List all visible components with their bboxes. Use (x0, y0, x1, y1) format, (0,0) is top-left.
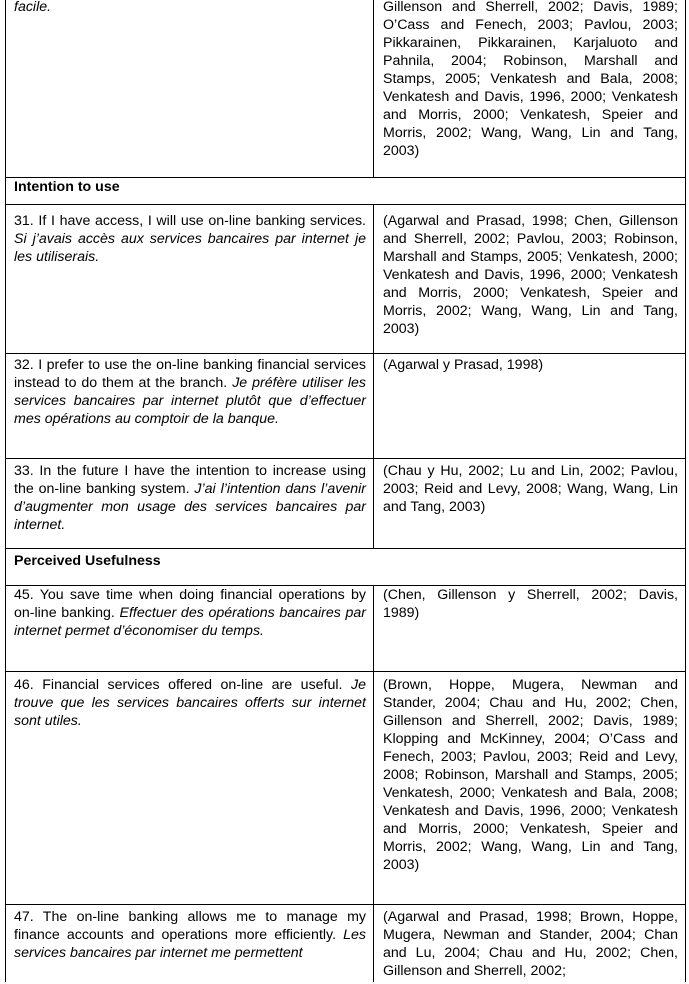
survey-item-33 (14, 462, 366, 534)
section-heading: Perceived Usefulness (14, 553, 161, 569)
references: Gillenson and Sherrell, 2002; Davis, 1989; O’Cass and Fenech, 2003; Pavlou, 2003; Pikkarainen, Pikkarainen, Karjaluoto and Pahnila, 2004; Robinson, Marshall and Stamps, 2005; Venkatesh and Bala, 2008; Venkatesh and Davis, 1996, 2000; Venkatesh and Morris, 2000; Venkatesh, Speier and Morris, 2002; Wang, Wang, Lin and Tang, 2003) (383, 0, 678, 159)
references: (Brown, Hoppe, Mugera, Newman and Stander, 2004; Chau and Hu, 2002; Chen, Gillenson and Sherrell, 2002; Davis, 1989; Klopping and McKinney, 2004; O’Cass and Fenech, 2003; Pavlou, 2003; Reid and Levy, 2008; Robinson, Marshall and Stamps, 2005; Venkatesh, 2000; Venkatesh and Bala, 2008; Venkatesh and Davis, 1996, 2000; Venkatesh and Morris, 2000; Venkatesh, Speier and Morris, 2002; Wang, Wang, Lin and Tang, 2003) (383, 677, 678, 873)
survey-items-table (5, 0, 686, 982)
survey-item-32 (14, 356, 366, 428)
references: (Agarwal y Prasad, 1998) (383, 357, 544, 373)
item-text-fr: Si j’avais accès aux services bancaires par internet je les utiliserais. (14, 231, 366, 265)
row-border (6, 353, 685, 354)
item-text-fr: Je trouve que les services bancaires offerts sur internet sont utiles. (14, 677, 366, 729)
item-text-fr: Les services bancaires par internet me permettent (14, 927, 366, 961)
references: (Agarwal and Prasad, 1998; Chen, Gillenson and Sherrell, 2002; Pavlou, 2003; Robinson, Marshall and Stamps, 2005; Venkatesh, 2000; Venkatesh and Davis, 1996, 2000; Venkatesh and Morris, 2000; Venkatesh, Speier and Morris, 2002; Wang, Wang, Lin and Tang, 2003) (383, 213, 678, 337)
survey-item-31 (14, 212, 366, 266)
survey-item-47 (14, 908, 366, 962)
references: (Chau y Hu, 2002; Lu and Lin, 2002; Pavlou, 2003; Reid and Levy, 2008; Wang, Wang, Lin and Tang, 2003) (383, 463, 678, 515)
row-border (6, 904, 685, 905)
item-text-en: 32. I prefer to use the on-line banking financial services instead to do them at the branch. (14, 357, 366, 391)
item-text-en: 33. In the future I have the intention to increase using the on-line banking system. (14, 463, 366, 497)
section-heading: Intention to use (14, 179, 120, 195)
survey-item-45 (14, 586, 366, 640)
item-text-en: 47. The on-line banking allows me to manage my finance accounts and operations more efficiently. (14, 909, 366, 943)
item-text-fr: J’ai l’intention dans l’avenir d’augmenter mon usage des services bancaires par internet. (14, 481, 366, 533)
row-border (6, 671, 685, 672)
row-border (6, 548, 685, 549)
item-text-en: 45. You save time when doing financial operations by on-line banking. (14, 587, 366, 621)
references: (Agarwal and Prasad, 1998; Brown, Hoppe, Mugera, Newman and Stander, 2004; Chan and Lu, 2004; Chau and Hu, 2002; Chen, Gillenson and Sherrell, 2002; (383, 909, 678, 979)
references: (Chen, Gillenson y Sherrell, 2002; Davis, 1989) (383, 587, 678, 621)
item-text-fr: facile. (14, 0, 52, 15)
column-divider (373, 204, 374, 548)
item-text-en: 46. Financial services offered on-line are useful. (14, 677, 343, 693)
row-border (6, 204, 685, 205)
column-divider (373, 585, 374, 982)
survey-item-46 (14, 676, 366, 730)
row-border (6, 458, 685, 459)
item-text-en: 31. If I have access, I will use on-line banking services. (14, 213, 366, 229)
item-text-fr: Effectuer des opérations bancaires par internet permet d’économiser du temps. (14, 605, 366, 639)
column-divider (373, 0, 374, 177)
item-text-fr: Je préfère utiliser les services bancaires par internet plutôt que d’effectuer mes opérations au comptoir de la banque. (14, 375, 366, 427)
